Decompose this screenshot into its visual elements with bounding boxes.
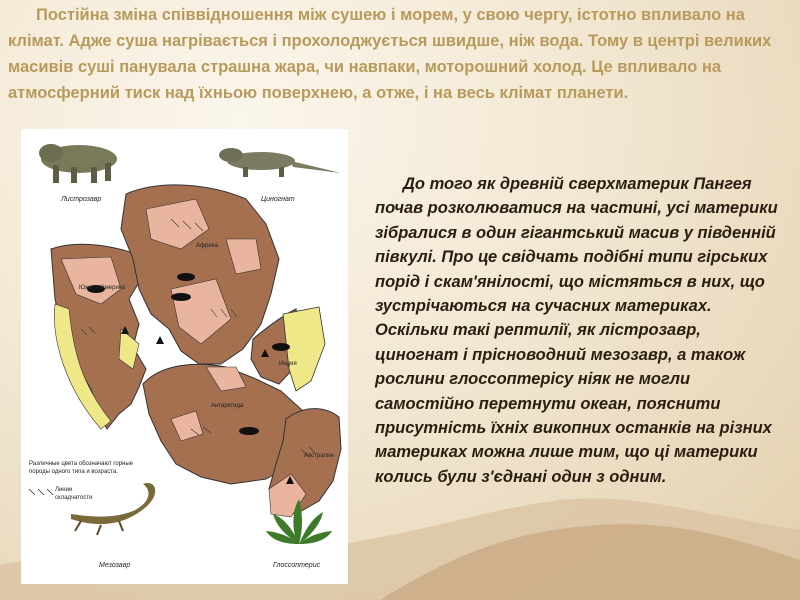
label-south-america: Южная Америка bbox=[79, 285, 125, 291]
label-antarctica: Антарктида bbox=[211, 403, 244, 409]
pangaea-map bbox=[21, 129, 348, 584]
intro-paragraph: Постійна зміна співвідношення між сушею і морем, у свою чергу, істотно впливало на клімат. Адже суша нагрівається і прохолоджується швидше, ніж вода. Тому в центрі великих масивів суші панувала страшна жара, чи навпаки, моторошний холод. Це впливало на атмосферний тиск над їхньою поверхнею, а отже, і на весь клімат планети. bbox=[8, 6, 772, 102]
legend-colors-line1: Различные цвета обозначают горные bbox=[29, 461, 133, 467]
label-australia: Австралия bbox=[304, 453, 334, 459]
label-cynognathus: Циногнат bbox=[261, 196, 295, 203]
label-glossopteris: Глоссоптерис bbox=[273, 562, 321, 569]
fold-legend-icon bbox=[29, 489, 53, 495]
label-mesosaurus: Мезозавр bbox=[99, 562, 131, 569]
label-india: Индия bbox=[279, 361, 297, 367]
lystrosaurus-icon bbox=[39, 144, 117, 183]
label-africa: Африка bbox=[196, 243, 218, 249]
legend-folds-line2: складчатости bbox=[55, 495, 93, 501]
label-lystrosaurus: Листрозавр bbox=[61, 196, 102, 203]
cynognathus-icon bbox=[219, 148, 341, 177]
body-paragraph: До того як древній сверхматерик Пангея почав розколюватися на частині, усі материки зібралися в один гігантський масив у південній півкулі. Про це свідчать подібні типи гірських порід і скам'янілості, що містяться в них, що зустрічаються на сучасних материках. Оскільки такі рептилії, як лістрозавр, циногнат і прісноводний мезозавр, а також рослини глоссоптерісу ніяк не могли самостійно перетнути океан, пояснити присутність їхніх викопних останків на різних материках можна лише тим, що ці материки колись були з'єднані один з одним. bbox=[375, 175, 778, 486]
mesosaurus-icon bbox=[71, 483, 155, 535]
legend-folds-line1: Линии bbox=[55, 487, 73, 493]
legend-colors-line2: породы одного типа и возраста. bbox=[29, 469, 118, 475]
